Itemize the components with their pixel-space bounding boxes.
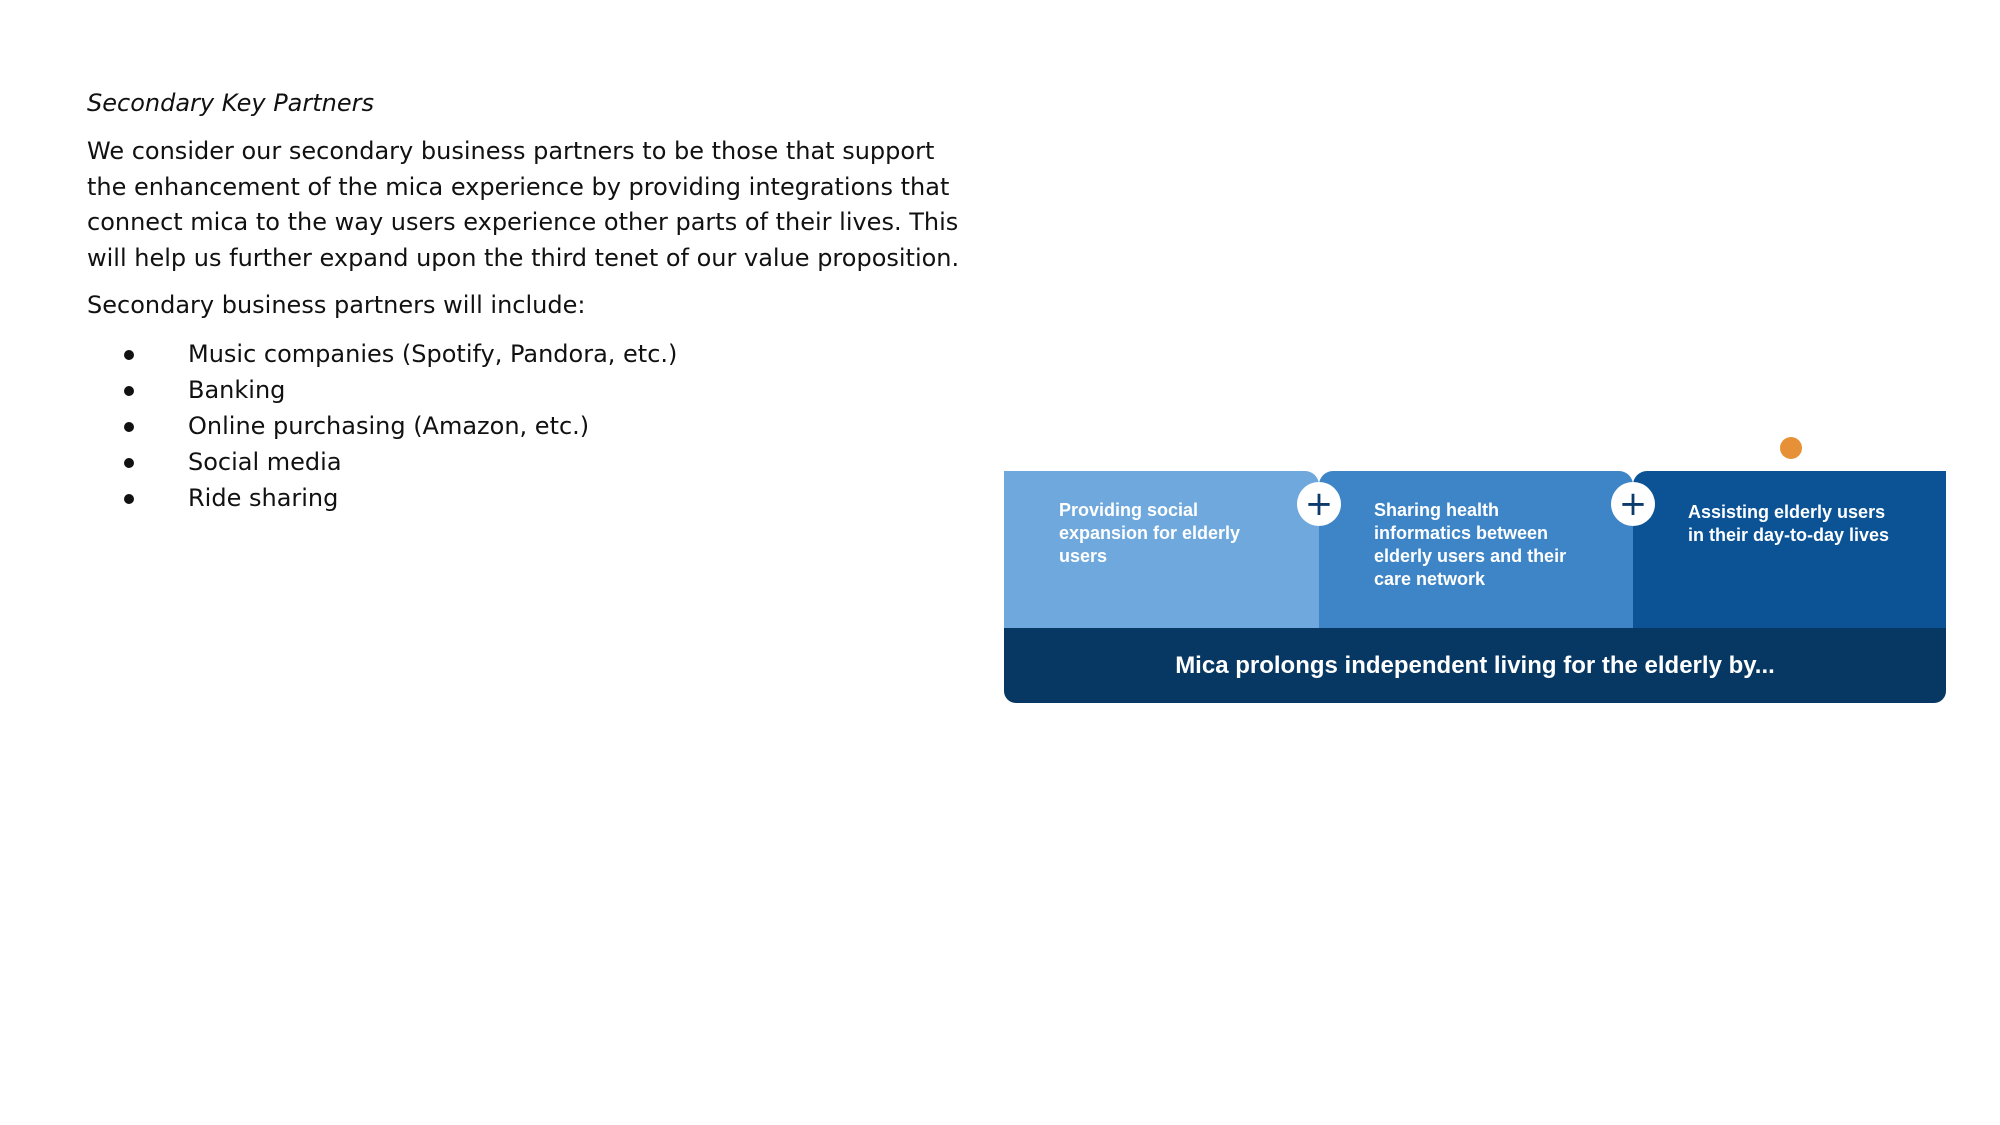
section-heading: Secondary Key Partners <box>87 89 375 117</box>
value-panel-health <box>1319 471 1633 628</box>
diagram-footer-text: Mica prolongs independent living for the elderly by... <box>1175 651 1775 679</box>
bullet-icon <box>124 422 134 432</box>
list-item-text: Music companies (Spotify, Pandora, etc.) <box>188 339 678 368</box>
value-panel-social <box>1004 471 1319 628</box>
value-panel-text: Sharing health informatics between elderly users and their care network <box>1374 500 1567 589</box>
accent-dot <box>1780 437 1802 459</box>
bullet-icon <box>124 494 134 504</box>
value-panel-assist <box>1633 471 1946 628</box>
list-item <box>87 408 967 444</box>
list-item <box>87 444 967 480</box>
document-body <box>87 88 967 516</box>
list-item-text: Social media <box>188 447 342 476</box>
list-item-text: Ride sharing <box>188 483 339 512</box>
value-proposition-diagram <box>1004 427 1946 703</box>
bullet-icon <box>124 350 134 360</box>
list-item <box>87 336 967 372</box>
list-item <box>87 480 967 516</box>
list-item-text: Banking <box>188 375 286 404</box>
plus-icon: + <box>1297 482 1341 526</box>
list-item-text: Online purchasing (Amazon, etc.) <box>188 411 590 440</box>
bullet-icon <box>124 458 134 468</box>
diagram-footer <box>1004 628 1946 703</box>
value-panel-text: Providing social expansion for elderly users <box>1059 500 1241 566</box>
partners-list <box>87 336 967 516</box>
list-item <box>87 372 967 408</box>
list-intro: Secondary business partners will include: <box>87 291 586 319</box>
intro-paragraph: We consider our secondary business partners to be those that support the enhancement of the mica experience by providing integrations that connect mica to the way users experience other parts of their lives. This will help us further expand upon the third tenet of our value proposition. <box>87 137 960 272</box>
plus-icon: + <box>1611 482 1655 526</box>
bullet-icon <box>124 386 134 396</box>
value-panel-text: Assisting elderly users in their day-to-day lives <box>1688 502 1890 545</box>
